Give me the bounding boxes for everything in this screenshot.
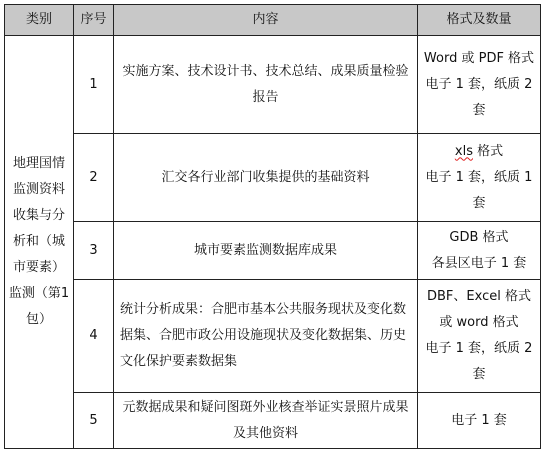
table-row: [5, 393, 541, 449]
row-content: 汇交各行业部门收集提供的基础资料: [114, 134, 418, 222]
format-line: GDB 格式: [449, 229, 509, 245]
row-format: [418, 134, 541, 222]
format-line: 电子 1 套，纸质 1: [425, 169, 533, 185]
format-line: 电子 1 套: [451, 412, 507, 428]
category-cell: 地理国情监测资料收集与分析和（城市要素）监测（第1包）: [5, 36, 74, 449]
format-line: 套: [472, 195, 486, 211]
table-row: [5, 134, 541, 222]
row-format: [418, 280, 541, 393]
row-format: [418, 393, 541, 449]
format-line: 各县区电子 1 套: [431, 255, 527, 271]
header-index: 序号: [74, 5, 114, 36]
format-line: 套: [472, 367, 486, 382]
format-line: 套: [472, 102, 486, 118]
row-content: 统计分析成果：合肥市基本公共服务现状及变化数据集、合肥市政公用设施现状及变化数据集、历史文化保护要素数据集: [114, 280, 418, 393]
row-content: 城市要素监测数据库成果: [114, 222, 418, 280]
format-line: 电子 1 套，纸质 2: [425, 341, 533, 356]
deliverables-table: [4, 4, 541, 449]
row-index: 4: [74, 280, 114, 393]
row-content: 实施方案、技术设计书、技术总结、成果质量检验报告: [114, 36, 418, 134]
header-content: 内容: [114, 5, 418, 36]
spellcheck-underline: xls: [454, 143, 473, 159]
format-line: Word 或 PDF 格式: [423, 50, 535, 66]
format-line: 或 word 格式: [439, 315, 519, 330]
format-line: 电子 1 套，纸质 2: [425, 76, 533, 92]
row-index: 5: [74, 393, 114, 449]
header-row: [5, 5, 541, 36]
format-line: DBF、Excel 格式: [427, 289, 531, 304]
row-format: [418, 36, 541, 134]
row-index: 3: [74, 222, 114, 280]
table-row: [5, 222, 541, 280]
format-line: xls 格式: [454, 143, 504, 159]
row-index: 2: [74, 134, 114, 222]
header-category: 类别: [5, 5, 74, 36]
row-index: 1: [74, 36, 114, 134]
table-row: [5, 36, 541, 134]
table-row: [5, 280, 541, 393]
header-format: 格式及数量: [418, 5, 541, 36]
row-content: 元数据成果和疑问图斑外业核查举证实景照片成果及其他资料: [114, 393, 418, 449]
row-format: [418, 222, 541, 280]
